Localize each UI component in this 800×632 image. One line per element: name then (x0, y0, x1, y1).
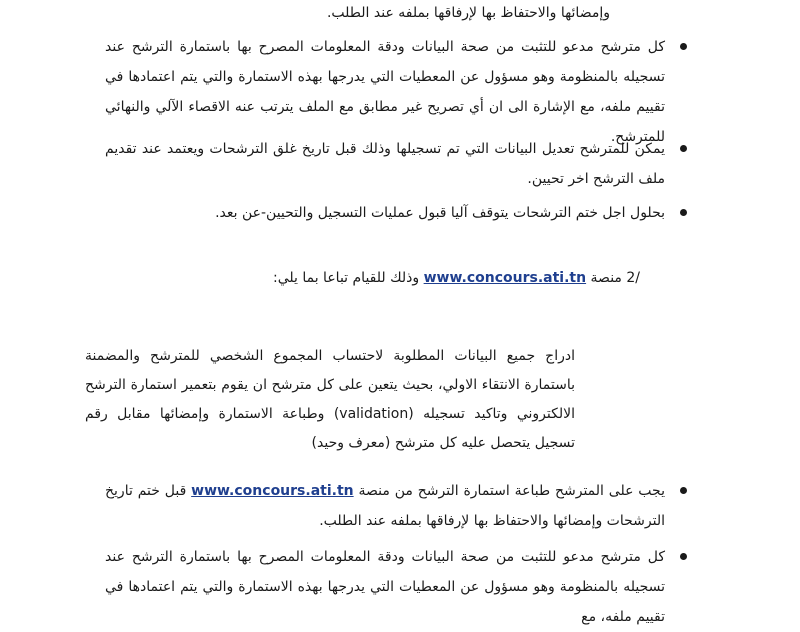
list-item-text: بحلول اجل ختم الترشحات يتوقف آليا قبول عمليات التسجيل والتحيين-عن بعد. (215, 205, 665, 221)
section-heading (240, 264, 640, 292)
list-item-text: يجب على المترشح طباعة استمارة الترشح من منصة (358, 483, 665, 499)
list-item (105, 134, 665, 194)
bullet-dot-icon (680, 145, 687, 152)
concours-link[interactable]: www.concours.ati.tn (191, 483, 354, 499)
list-item (105, 542, 665, 632)
section-text: وذلك للقيام تباعا بما يلي: (272, 270, 420, 286)
bullet-dot-icon (680, 487, 687, 494)
concours-link[interactable]: www.concours.ati.tn (423, 270, 587, 286)
list-item-text: كل مترشح مدعو للتثبت من صحة البيانات ودقة المعلومات المصرح بها باستمارة الترشح عند تسجيله بالمنظومة وهو مسؤول عن المعطيات التي يدرجها بهذه الاستمارة والتي يتم اعتمادها في تقييم ملفه، مع الإشارة الى ان أي تصريح غير مطابق مع الملف يترتب عنه الاقصاء الآلي والنهائي للمترشح. (105, 39, 665, 145)
list-item (105, 476, 665, 536)
list-item-text: قبل ختم تاريخ الترشحات وإمضائها والاحتفاظ بها لإرفاقها بملفه عند الطلب. (105, 483, 665, 529)
section-number: 2/ (626, 270, 640, 286)
list-item (105, 198, 665, 228)
list-item-text: يمكن للمترشح تعديل البيانات التي تم تسجيلها وذلك قبل تاريخ غلق الترشحات ويعتمد عند تقديم ملف الترشح اخر تحيين. (105, 141, 665, 187)
list-item-text: كل مترشح مدعو للتثبت من صحة البيانات ودقة المعلومات المصرح بها باستمارة الترشح عند تسجيله بالمنظومة وهو مسؤول عن المعطيات التي يدرجها بهذه الاستمارة والتي يتم اعتمادها في تقييم ملفه، مع (105, 549, 665, 625)
bullet-dot-icon (680, 553, 687, 560)
bullet-dot-icon (680, 209, 687, 216)
section-label: منصة (590, 270, 622, 286)
instruction-paragraph: ادراج جميع البيانات المطلوبة لاحتساب المجموع الشخصي للمترشح والمضمنة باستمارة الانتقاء الاولي، بحيث يتعين على كل مترشح ان يقوم بتعمير استمارة الترشح الالكتروني وتاكيد تسجيله (validation) وطباعة الاستمارة وإمضائها مقابل رقم تسجيل يتحصل عليه كل مترشح (معرف وحيد) (85, 348, 575, 451)
continuation-text: وإمضائها والاحتفاظ بها لإرفاقها بملفه عند الطلب. (326, 5, 610, 21)
bullet-dot-icon (680, 43, 687, 50)
